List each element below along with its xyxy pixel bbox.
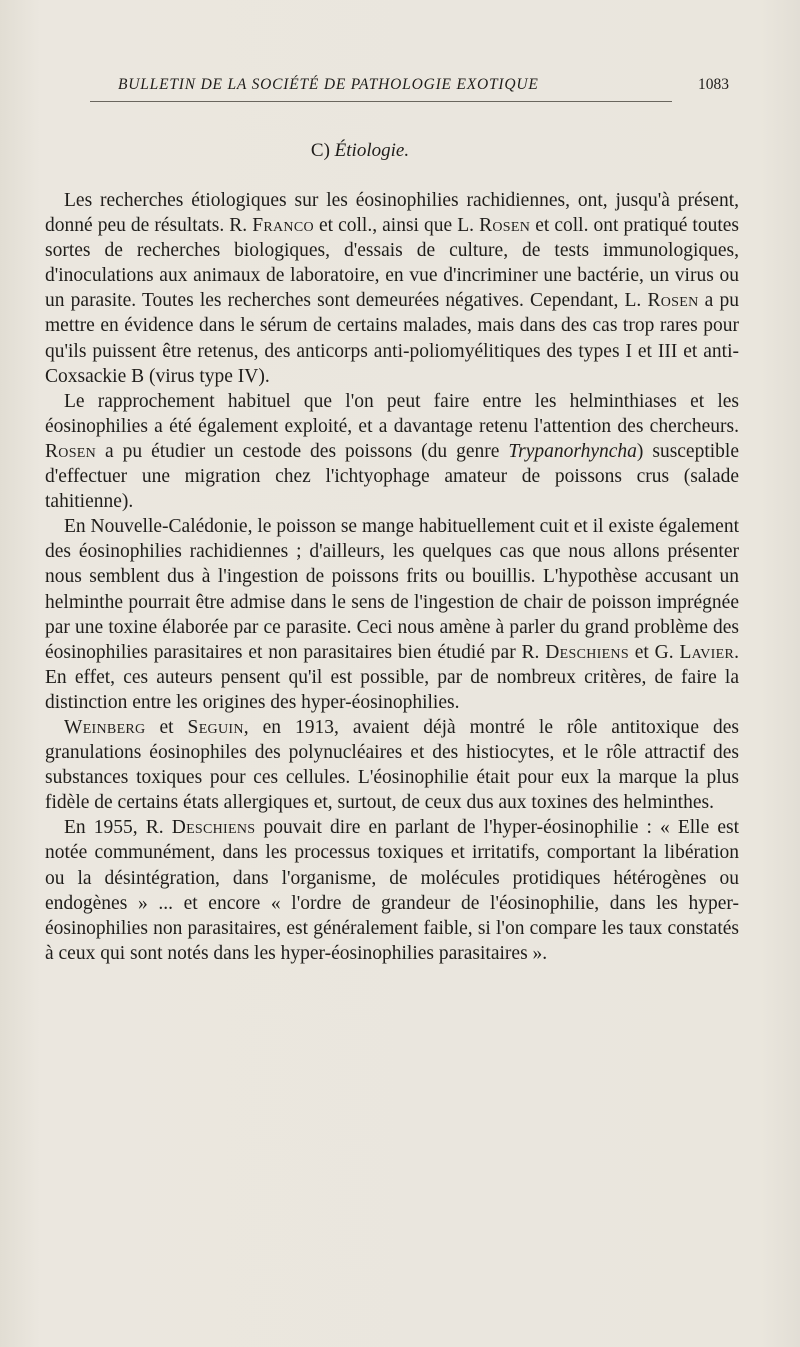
genus-name: Trypanorhyncha bbox=[508, 440, 637, 462]
text-run: ) susceptible d'effectuer une migration chez l'ichtyophage amateur de poissons crus (salade tahitienne). bbox=[45, 440, 739, 513]
text-run: En Nouvelle-Calédonie, le poisson se mange habituellement cuit et il existe également des éosinophilies rachidiennes ; d'ailleurs, les quelques cas que nous allons présenter nous semblent dus à l'ingestion de poissons frits ou bouillis. L'hypothèse accusant un helminthe pourrait être admise dans le sens de l'ingestion de chair de poisson imprégnée par une toxine élaborée par ce parasite. Ceci nous amène à parler du grand problème des éosinophilies parasitaires et non parasitaires bien étudié par R. bbox=[45, 516, 739, 663]
author-name: Deschiens bbox=[545, 641, 629, 663]
text-run: et coll., ainsi que L. bbox=[313, 215, 480, 237]
section-title: Étiologie. bbox=[334, 140, 410, 161]
author-name: Franco bbox=[252, 215, 314, 237]
article-body bbox=[45, 188, 739, 966]
text-run: pouvait dire en parlant de l'hyper-éosinophilie : « Elle est notée communément, dans les processus toxiques et irritatifs, comportant la libération ou la désintégration, dans l'organisme, de molécules protidiques hétérogènes ou endogènes » ... et encore « l'ordre de grandeur de l'éosinophilie, dans les hyper-éosinophilies non parasitaires, est généralement faible, si l'on compare les taux constatés à ceux qui sont notés dans les hyper-éosinophilies parasitaires ». bbox=[45, 817, 739, 964]
page-number: 1083 bbox=[698, 76, 729, 93]
paragraph bbox=[45, 715, 739, 815]
text-run: , en 1913, avaient déjà montré le rôle antitoxique des granulations éosinophiles des polynucléaires et des histiocytes, et le rôle attractif des substances toxiques pour ces cellules. L'éosinophilie était pour eux la marque la plus fidèle de certains états allergiques et, surtout, de ceux dus aux toxines des helminthes. bbox=[45, 716, 740, 814]
running-header bbox=[45, 70, 785, 100]
author-name: Rosen bbox=[479, 215, 531, 237]
text-run: a pu mettre en évidence dans le sérum de certains malades, mais dans des cas trop rares pour qu'ils puissent être retenus, des anticorps anti-poliomyélitiques des types I et III et anti-Coxsackie B (virus type IV). bbox=[45, 290, 739, 387]
text-run: Le rapprochement habituel que l'on peut faire entre les helminthiases et les éosinophilies a été également exploité, et a davantage retenu l'attention des chercheurs. bbox=[45, 390, 739, 437]
paragraph bbox=[45, 389, 739, 514]
paragraph bbox=[45, 514, 739, 715]
text-run: . En effet, ces auteurs pensent qu'il est possible, par de nombreux critères, de faire la distinction entre les origines des hyper-éosinophilies. bbox=[45, 641, 740, 713]
text-run: et bbox=[145, 716, 188, 738]
text-run: Les recherches étiologiques sur les éosinophilies rachidiennes, ont, jusqu'à présent, donné peu de résultats. R. bbox=[45, 190, 739, 237]
author-name: Rosen bbox=[647, 290, 699, 312]
author-name: Lavier bbox=[679, 641, 735, 663]
author-name: Deschiens bbox=[171, 817, 256, 839]
paragraph bbox=[45, 188, 739, 389]
text-run: et coll. ont pratiqué toutes sortes de recherches biologiques, d'essais de culture, de tests immunologiques, d'inoculations aux animaux de laboratoire, en vue d'incriminer une bactérie, un virus ou un parasite. Toutes les recherches sont demeurées négatives. Cependant, L. bbox=[45, 215, 739, 312]
paragraph bbox=[45, 815, 739, 966]
author-name: Rosen bbox=[45, 440, 97, 462]
section-label: C) bbox=[310, 140, 330, 161]
text-run: et G. bbox=[628, 641, 680, 663]
header-rule bbox=[90, 101, 672, 102]
author-name: Weinberg bbox=[64, 716, 146, 738]
section-heading bbox=[0, 140, 720, 162]
running-title: BULLETIN DE LA SOCIÉTÉ DE PATHOLOGIE EXOTIQUE bbox=[118, 76, 539, 93]
text-run: a pu étudier un cestode des poissons (du genre bbox=[96, 440, 509, 462]
author-name: Seguin bbox=[187, 716, 244, 738]
text-run: En 1955, R. bbox=[64, 817, 172, 839]
